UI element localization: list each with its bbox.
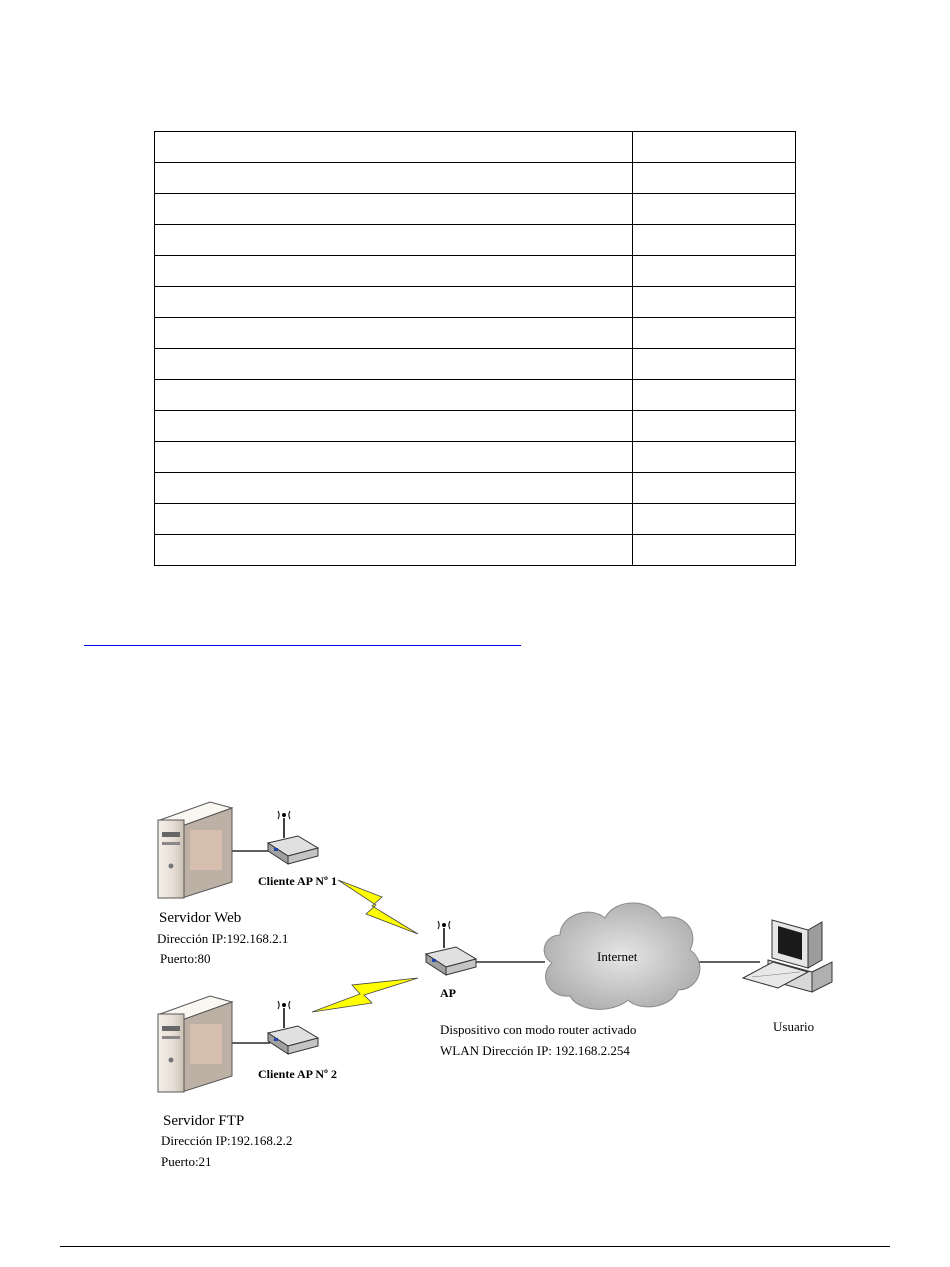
ftp-server-icon bbox=[158, 996, 232, 1092]
web-server-port: Puerto:80 bbox=[160, 951, 211, 966]
user-label: Usuario bbox=[773, 1019, 815, 1034]
ap-label: AP bbox=[440, 986, 456, 1000]
ftp-server-name: Servidor FTP bbox=[163, 1113, 245, 1129]
ap-icon bbox=[426, 921, 476, 975]
ap-description-line-1: Dispositivo con modo router activado bbox=[440, 1022, 637, 1037]
client-ap-1-label: Cliente AP Nº 1 bbox=[258, 874, 337, 888]
ftp-server-ip: Dirección IP:192.168.2.2 bbox=[161, 1133, 293, 1148]
internet-label: Internet bbox=[597, 949, 638, 964]
wireless-link-2-icon bbox=[312, 978, 418, 1012]
web-server-name: Servidor Web bbox=[159, 910, 242, 926]
client-ap-2-label: Cliente AP Nº 2 bbox=[258, 1067, 337, 1081]
client-ap-1-icon bbox=[268, 811, 318, 864]
ap-description-line-2: WLAN Dirección IP: 192.168.2.254 bbox=[440, 1043, 630, 1058]
footer-rule bbox=[60, 1246, 890, 1247]
user-computer-icon bbox=[743, 920, 832, 992]
ftp-server-port: Puerto:21 bbox=[161, 1154, 212, 1169]
web-server-ip: Dirección IP:192.168.2.1 bbox=[157, 931, 289, 946]
web-server-icon bbox=[158, 802, 232, 898]
wireless-link-1-icon bbox=[338, 880, 418, 934]
client-ap-2-icon bbox=[268, 1001, 318, 1054]
